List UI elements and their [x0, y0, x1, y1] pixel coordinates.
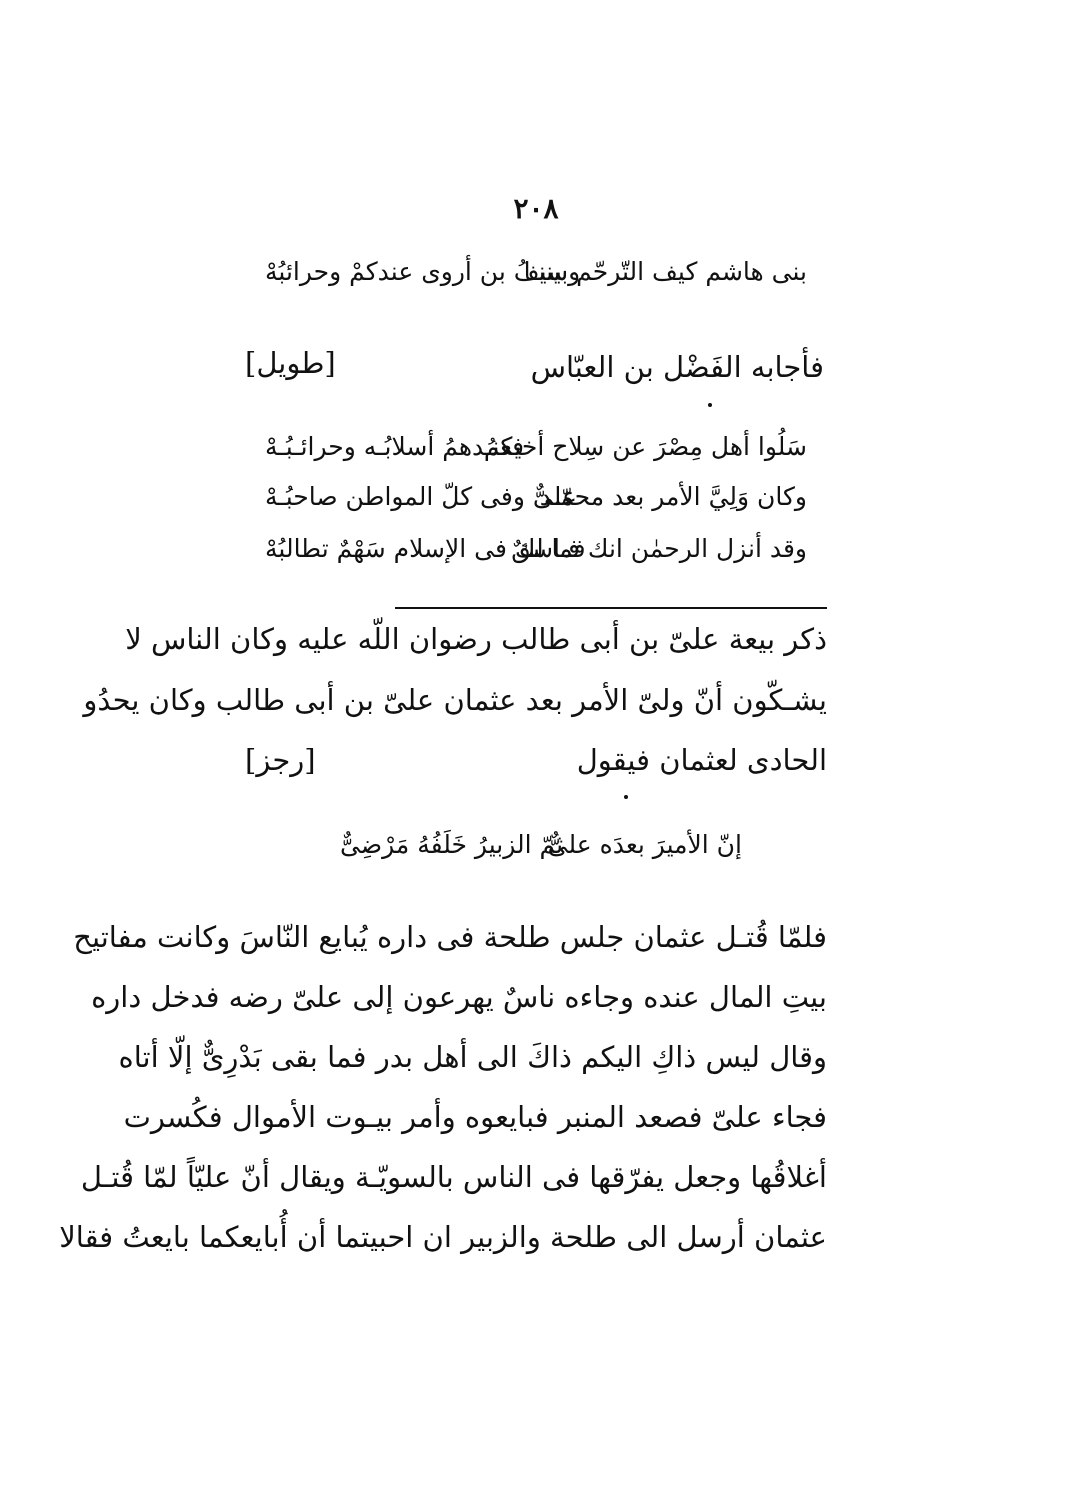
prose-line: عثمان أرسل الى طلحة والزبير ان احبيتما أن أُبايعكما بايعتُ فقالا: [59, 1220, 827, 1254]
verse-1-right-hemistich: سَلُوا أهل مِصْرَ عن سِلاح أخيكمُ: [483, 432, 807, 461]
ink-dot: [624, 795, 628, 799]
verse-2-right-hemistich: وكان وَلِيَّ الأمر بعد محمّـد: [539, 482, 807, 511]
prose-line: بيتِ المال عنده وجاءه ناسٌ يهرعون إلى علىّ رضه فدخل داره: [91, 980, 827, 1014]
rajaz-verse-left-hemistich: ثمّ الزبيرُ خَلَفُهُ مَرْضِىٌّ: [340, 830, 564, 859]
prose-line: أغلاقُها وجعل يفرّقها فى الناس بالسويّـة ويقال أنّ عليّاً لمّا قُتـل: [80, 1160, 827, 1194]
prose-line: وقال ليس ذاكِ اليكم ذاكَ الى أهل بدر فما بقى بَدْرِىٌّ إلّا أتاه: [118, 1040, 827, 1074]
verse-2-left-hemistich: علىٌّ وفى كلّ المواطن صاحبُـهْ: [265, 482, 577, 511]
section-heading-fadl-reply: فأجابه الفَضْل بن العبّاس: [530, 350, 824, 384]
prose-line: ذكر بيعة علىّ بن أبى طالب رضوان اللّه عليه وكان الناس لا: [125, 622, 827, 656]
verse-3-left-hemistich: فما لك فى الإسلام سَهْمٌ تطالبُهْ: [265, 534, 586, 563]
ink-dot: [708, 403, 712, 407]
opening-verse-right-hemistich: بنى هاشم كيف التّرحّم بيننـا: [523, 257, 807, 286]
meter-label-rajaz: [رجز]: [245, 743, 316, 777]
prose-line: فلمّا قُتـل عثمان جلس طلحة فى داره يُبايع النّاسَ وكانت مفاتيح: [73, 920, 827, 954]
section-divider-rule: [395, 607, 827, 609]
opening-verse-left-hemistich: وسيفُ بن أروى عندكمْ وحرائبُهْ: [265, 257, 581, 286]
prose-line-short: الحادى لعثمان فيقول: [576, 743, 827, 777]
verse-3-right-hemistich: وقد أنزل الرحمٰن انك فـاسقٌ: [511, 534, 807, 563]
prose-line: يشـكّون أنّ ولىّ الأمر بعد عثمان علىّ بن أبى طالب وكان يحدُو: [83, 683, 827, 717]
rajaz-verse-right-hemistich: إنّ الأميرَ بعدَه علىٌّ: [547, 830, 742, 859]
prose-line: فجاء علىّ فصعد المنبر فبايعوه وأمر بيـوت الأموال فكُسرت: [123, 1100, 827, 1134]
meter-label-tawil: [طويل]: [245, 346, 336, 380]
verse-1-left-hemistich: فعنـدهمُ أسلابُـه وحرائـبُـهْ: [265, 432, 525, 461]
page-number: ٢٠٨: [513, 192, 559, 225]
